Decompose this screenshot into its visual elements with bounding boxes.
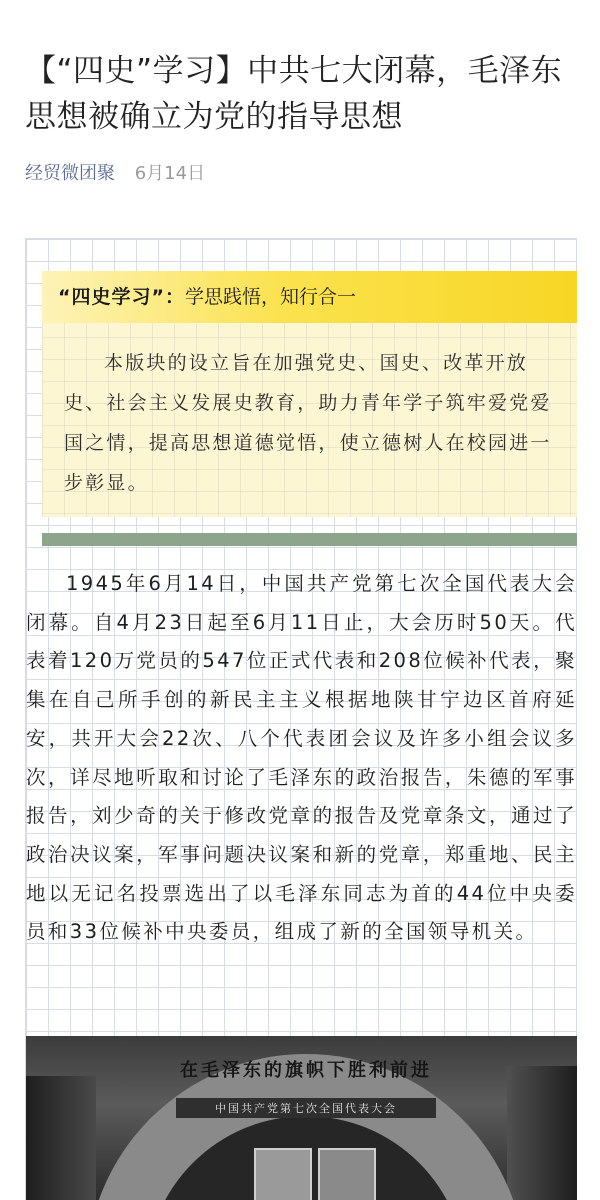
article-meta — [25, 160, 205, 188]
grid-paper-panel — [25, 238, 577, 1200]
section-divider — [42, 533, 577, 546]
account-name-link[interactable]: 经贸微团聚 — [25, 163, 115, 184]
photo-flag-left — [26, 1076, 96, 1200]
historical-photo[interactable] — [26, 1036, 577, 1200]
intro-box — [42, 271, 577, 517]
photo-flag-right — [507, 1066, 577, 1200]
photo-sub-banner: 中国共产党第七次全国代表大会 — [176, 1098, 436, 1118]
intro-body: 本版块的设立旨在加强党史、国史、改革开放史、社会主义发展史教育，助力青年学子筑牢爱党爱国之情，提高思想道德觉悟，使立德树人在校园进一步彰显。 — [64, 352, 552, 494]
article-title: 【“四史”学习】中共七大闭幕，毛泽东思想被确立为党的指导思想 — [25, 53, 563, 135]
photo-banner-text: 在毛泽东的旗帜下胜利前进 — [180, 1060, 432, 1081]
intro-heading-text: 学思践悟，知行合一 — [184, 286, 356, 308]
intro-heading-bar — [42, 271, 577, 323]
intro-heading — [58, 284, 356, 310]
article-paragraph: 1945年6月14日，中国共产党第七次全国代表大会闭幕。自4月23日起至6月11日止，大会历时50天。代表着120万党员的547位正式代表和208位候补代表，聚集在自己所手创的新民主主义根据地陕甘宁边区首府延安，共开大会22次、八个代表团会议及许多小组会议多次，详尽地听取和讨论了毛泽东的政治报告，朱德的军事报告，刘少奇的关于修改党章的报告及党章条文，通过了政治决议案，军事问题决议案和新的党章，郑重地、民主地以无记名投票选出了以毛泽东同志为首的44位中央委员和33位候补中央委员，组成了新的全国领导机关。 — [26, 572, 577, 944]
publish-date: 6月14日 — [134, 163, 206, 184]
photo-portrait-left — [254, 1148, 312, 1200]
intro-heading-keyword: “四史学习”： — [58, 286, 185, 308]
photo-portrait-right — [318, 1148, 376, 1200]
